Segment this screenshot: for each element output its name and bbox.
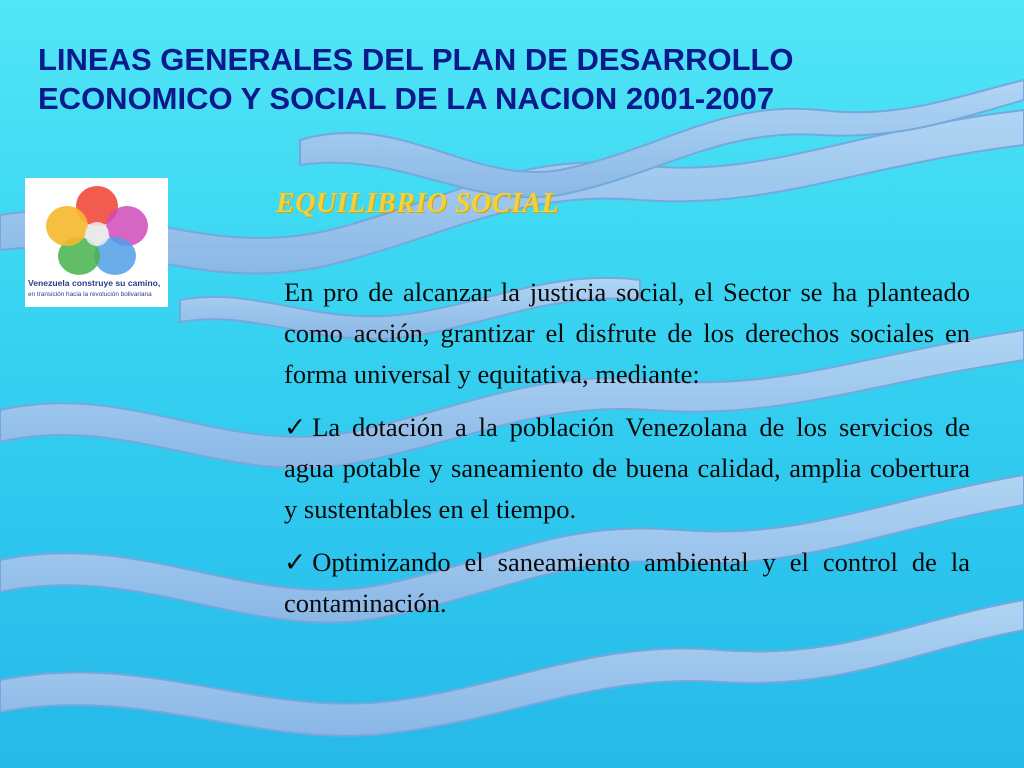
- logo-slogan: Venezuela construye su camino,: [28, 278, 161, 288]
- bullet-item: [284, 407, 970, 530]
- bullet-text: Optimizando el saneamiento ambiental y el control de la contaminación.: [284, 547, 970, 618]
- intro-paragraph: En pro de alcanzar la justicia social, el Sector se ha planteado como acción, grantizar el disfrute de los derechos sociales en forma universal y equitativa, mediante:: [284, 277, 970, 389]
- slide-title: [38, 40, 998, 118]
- checkmark-icon: ✓: [284, 412, 307, 442]
- logo: [25, 178, 168, 307]
- title-line-2: ECONOMICO Y SOCIAL DE LA NACION 2001-2007: [38, 81, 775, 116]
- logo-subslogan: en transición hacia la revolución bolivariana: [28, 291, 152, 298]
- section-subtitle: EQUILIBRIO SOCIAL: [276, 188, 560, 219]
- flower-logo-icon: [39, 182, 155, 278]
- bullet-text: La dotación a la población Venezolana de los servicios de agua potable y saneamiento de buena calidad, amplia cobertura y sustentables en el tiempo.: [284, 412, 970, 524]
- checkmark-icon: ✓: [284, 547, 307, 577]
- title-line-1: LINEAS GENERALES DEL PLAN DE DESARROLLO: [38, 42, 794, 77]
- slide-body: [284, 272, 970, 636]
- bullet-item: [284, 542, 970, 624]
